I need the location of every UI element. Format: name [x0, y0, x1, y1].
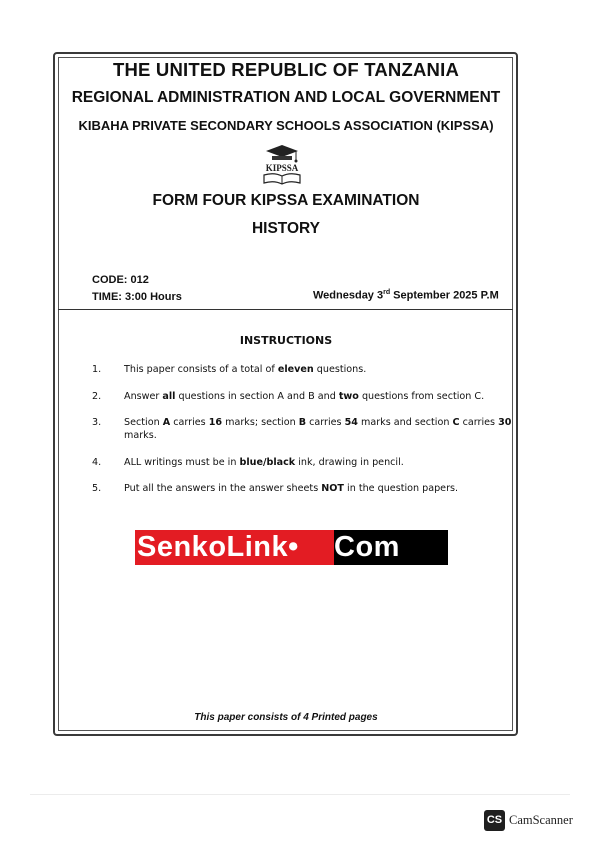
camscanner-icon: CS — [484, 810, 505, 831]
exam-title: FORM FOUR KIPSSA EXAMINATION — [152, 192, 420, 209]
instructions-title: INSTRUCTIONS — [239, 334, 333, 347]
banner-left: SenkoLink• — [135, 530, 334, 565]
camscanner-badge — [484, 810, 573, 831]
camscanner-label: CamScanner — [509, 813, 573, 827]
exam-code: CODE: 012 — [92, 274, 149, 286]
country-heading: THE UNITED REPUBLIC OF TANZANIA — [112, 59, 460, 80]
header-divider — [58, 309, 513, 310]
banner-right: Com — [334, 530, 448, 565]
ministry-heading: REGIONAL ADMINISTRATION AND LOCAL GOVERNMENT — [71, 89, 501, 106]
exam-time: TIME: 3:00 Hours — [92, 291, 182, 303]
scan-edge-line — [30, 794, 570, 795]
senkolink-watermark-banner — [135, 530, 448, 565]
exam-subject: HISTORY — [251, 220, 321, 237]
logo-text: KIPSSA — [265, 163, 299, 173]
association-heading: KIBAHA PRIVATE SECONDARY SCHOOLS ASSOCIATION (KIPSSA) — [78, 118, 494, 133]
pages-note: This paper consists of 4 Printed pages — [194, 712, 378, 723]
kipssa-logo-icon — [258, 143, 306, 187]
exam-date: Wednesday 3rd September 2025 P.M — [313, 289, 499, 302]
